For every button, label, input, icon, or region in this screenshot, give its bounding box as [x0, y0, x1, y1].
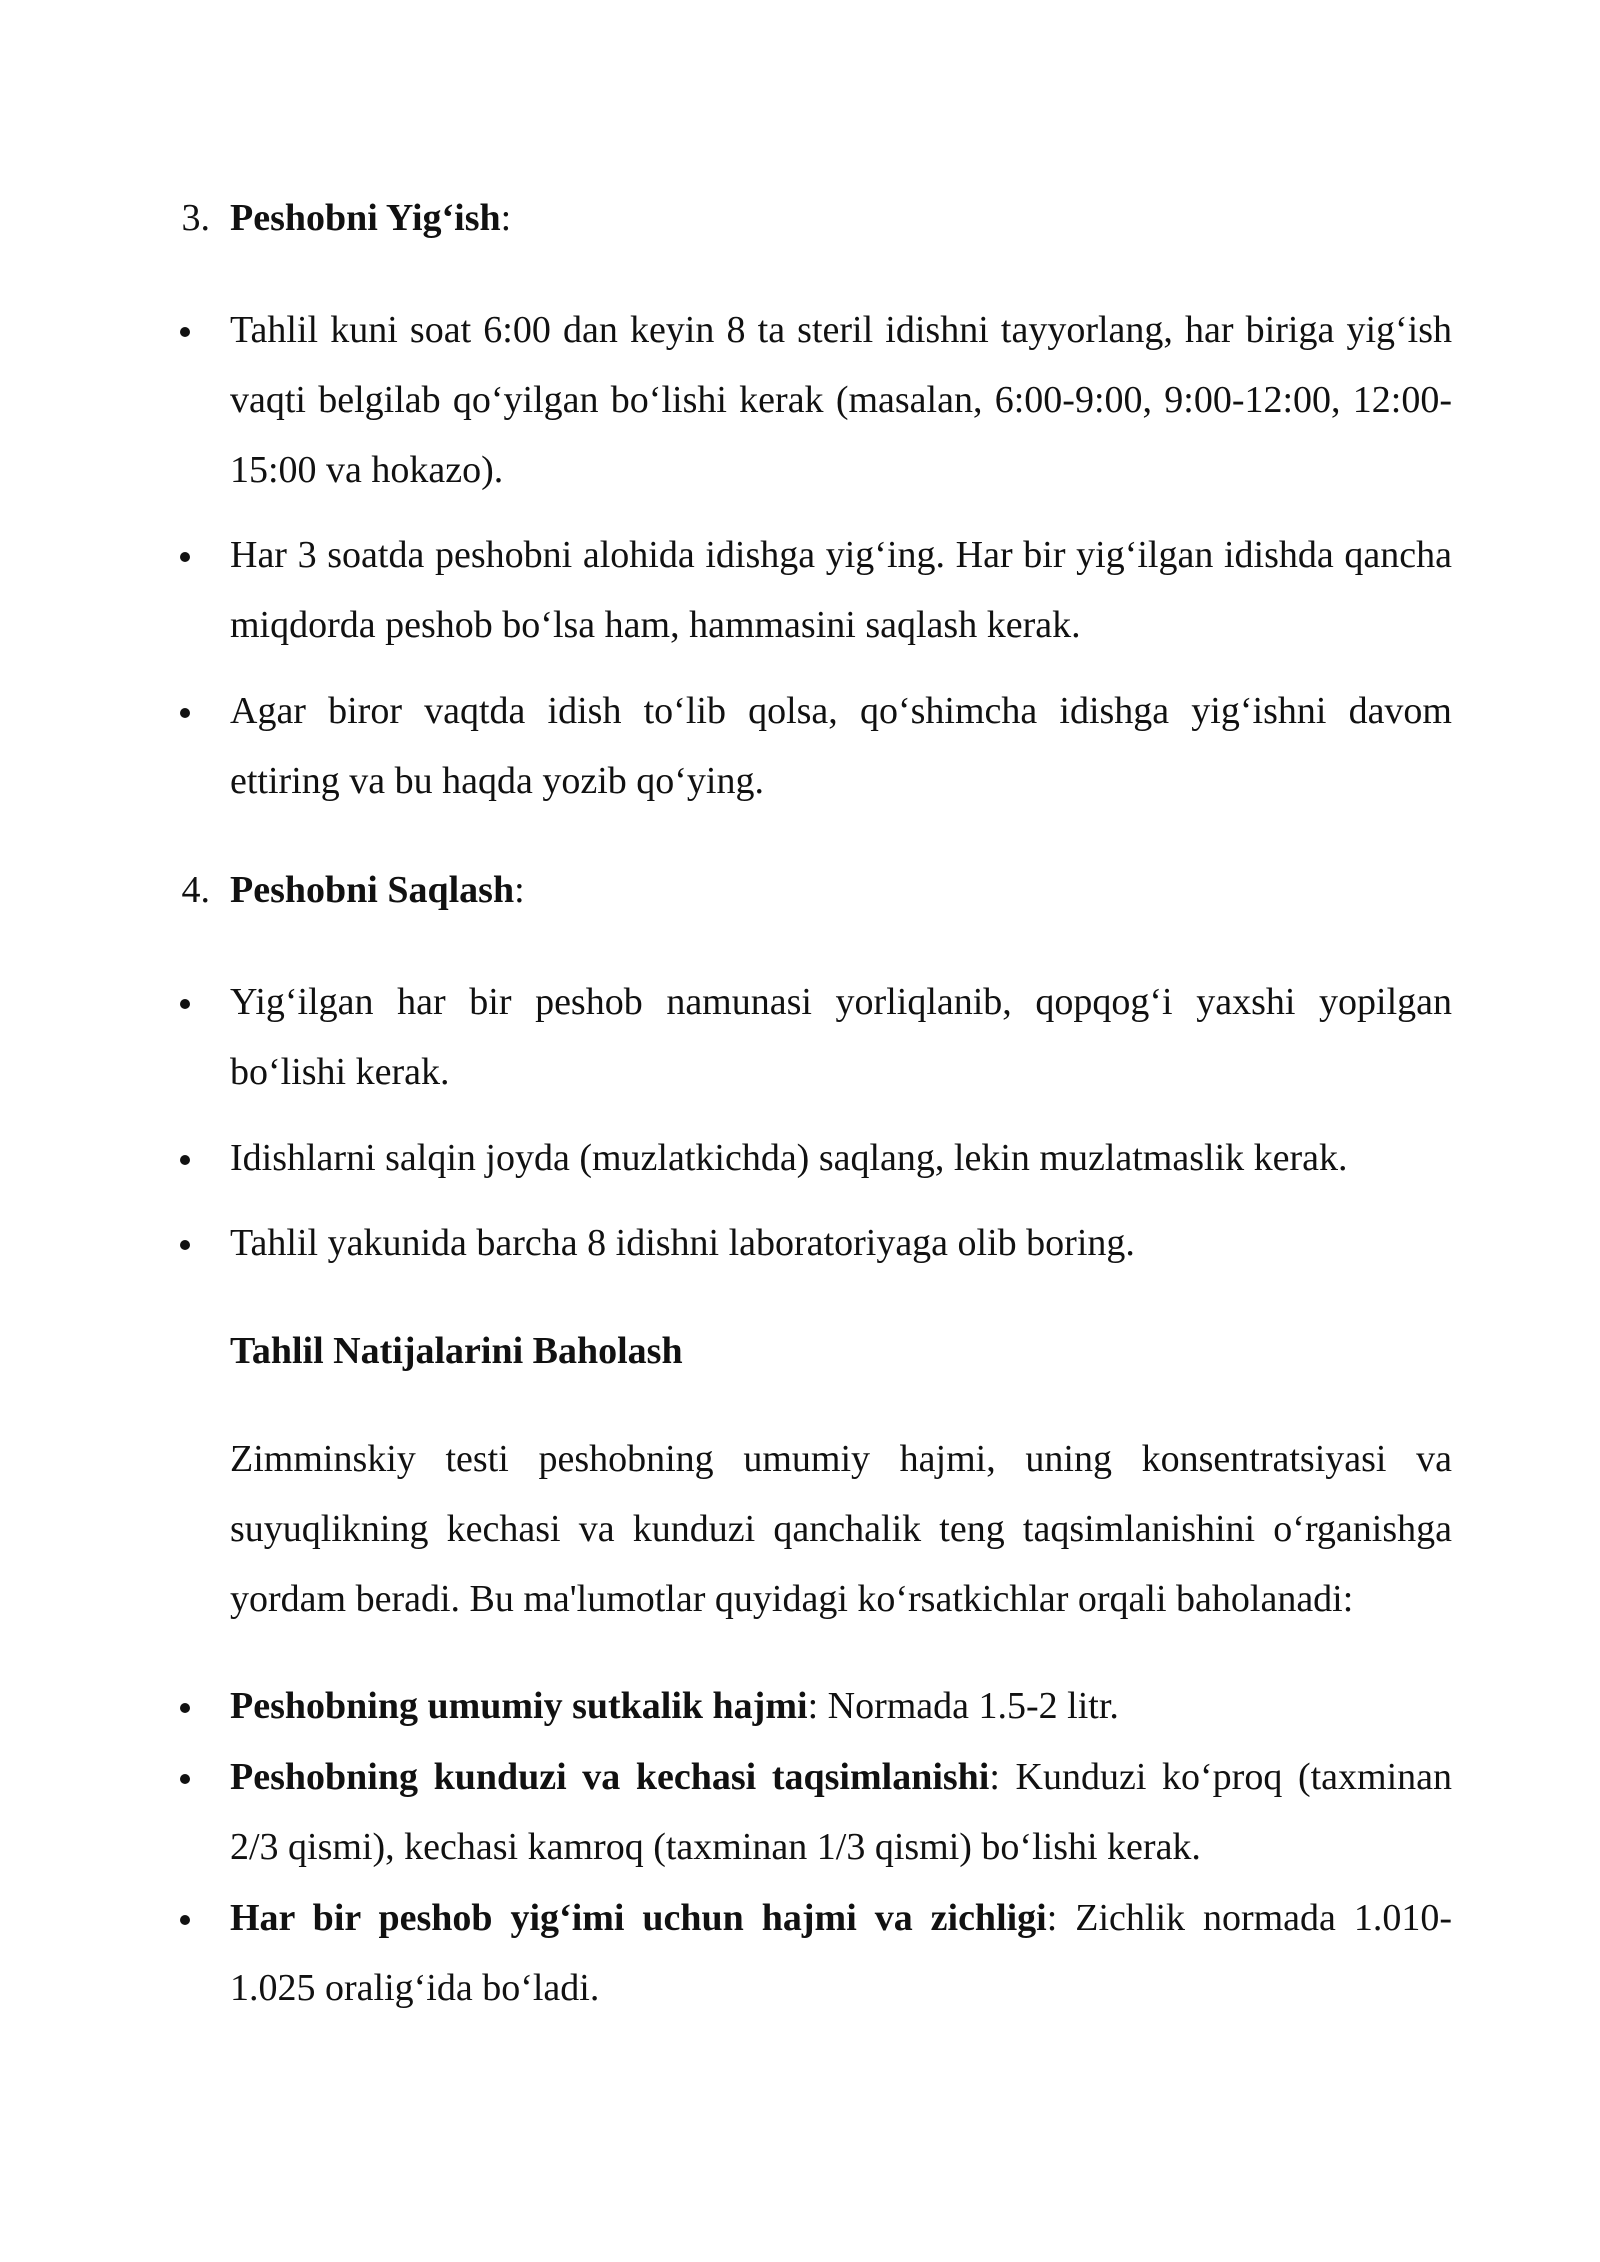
bullet-icon — [180, 1915, 190, 1925]
evaluation-item-2-term: Peshobning kunduzi va kechasi taqsimlanishi — [230, 1756, 990, 1798]
bullet-icon — [180, 327, 190, 337]
evaluation-item-2 — [230, 1742, 1452, 1882]
section-4-number: 4. — [181, 869, 210, 911]
section-3-bullet-2: Har 3 soatda peshobni alohida idishga yig‘ing. Har bir yig‘ilgan idishda qancha miqdorda peshob bo‘lsa ham, hammasini saqlash kerak. — [230, 534, 1452, 646]
bullet-icon — [180, 1774, 190, 1784]
evaluation-item-3 — [230, 1883, 1452, 2023]
bullet-icon — [180, 1155, 190, 1165]
bullet-icon — [180, 1240, 190, 1250]
bullet-icon — [180, 1703, 190, 1713]
evaluation-item-3-term: Har bir peshob yig‘imi uchun hajmi va zichligi — [230, 1897, 1047, 1939]
evaluation-item-1-term: Peshobning umumiy sutkalik hajmi — [230, 1685, 808, 1727]
section-4-bullet-1: Yig‘ilgan har bir peshob namunasi yorliqlanib, qopqog‘i yaxshi yopilgan bo‘lishi kerak. — [230, 981, 1452, 1093]
section-4-colon: : — [514, 869, 525, 911]
evaluation-item-2-desc: : Kunduzi ko‘proq (taxminan 2/3 qismi), kechasi kamroq (taxminan 1/3 qismi) bo‘lishi kerak. — [230, 1756, 1453, 1868]
evaluation-item-1 — [230, 1671, 1452, 1741]
section-3-title: Peshobni Yig‘ish — [230, 197, 501, 239]
bullet-icon — [180, 999, 190, 1009]
evaluation-item-1-desc: : Normada 1.5-2 litr. — [807, 1685, 1119, 1727]
section-4-bullet-2: Idishlarni salqin joyda (muzlatkichda) saqlang, lekin muzlatmaslik kerak. — [230, 1137, 1348, 1179]
section-3-bullet-1: Tahlil kuni soat 6:00 dan keyin 8 ta steril idishni tayyorlang, har biriga yig‘ish vaqti belgilab qo‘yilgan bo‘lishi kerak (masalan, 6:00-9:00, 9:00-12:00, 12:00-15:00 va hokazo). — [230, 309, 1452, 491]
evaluation-intro: Zimminskiy testi peshobning umumiy hajmi, uning konsentratsiyasi va suyuqlikning kechasi va kunduzi qanchalik teng taqsimlanishini o‘rganishga yordam beradi. Bu ma'lumotlar quyidagi ko‘rsatkichlar orqali baholanadi: — [230, 1438, 1452, 1620]
section-4-bullet-3: Tahlil yakunida barcha 8 idishni laboratoriyaga olib boring. — [230, 1222, 1135, 1264]
section-3-number: 3. — [181, 197, 210, 239]
section-4-title: Peshobni Saqlash — [230, 869, 515, 911]
evaluation-item-3-desc: : Zichlik normada 1.010-1.025 oralig‘ida bo‘ladi. — [230, 1897, 1452, 2009]
evaluation-heading: Tahlil Natijalarini Baholash — [230, 1330, 683, 1372]
bullet-icon — [180, 708, 190, 718]
section-3-bullet-3: Agar biror vaqtda idish to‘lib qolsa, qo‘shimcha idishga yig‘ishni davom ettiring va bu haqda yozib qo‘ying. — [230, 690, 1452, 802]
bullet-icon — [180, 552, 190, 562]
section-3-colon: : — [500, 197, 512, 239]
